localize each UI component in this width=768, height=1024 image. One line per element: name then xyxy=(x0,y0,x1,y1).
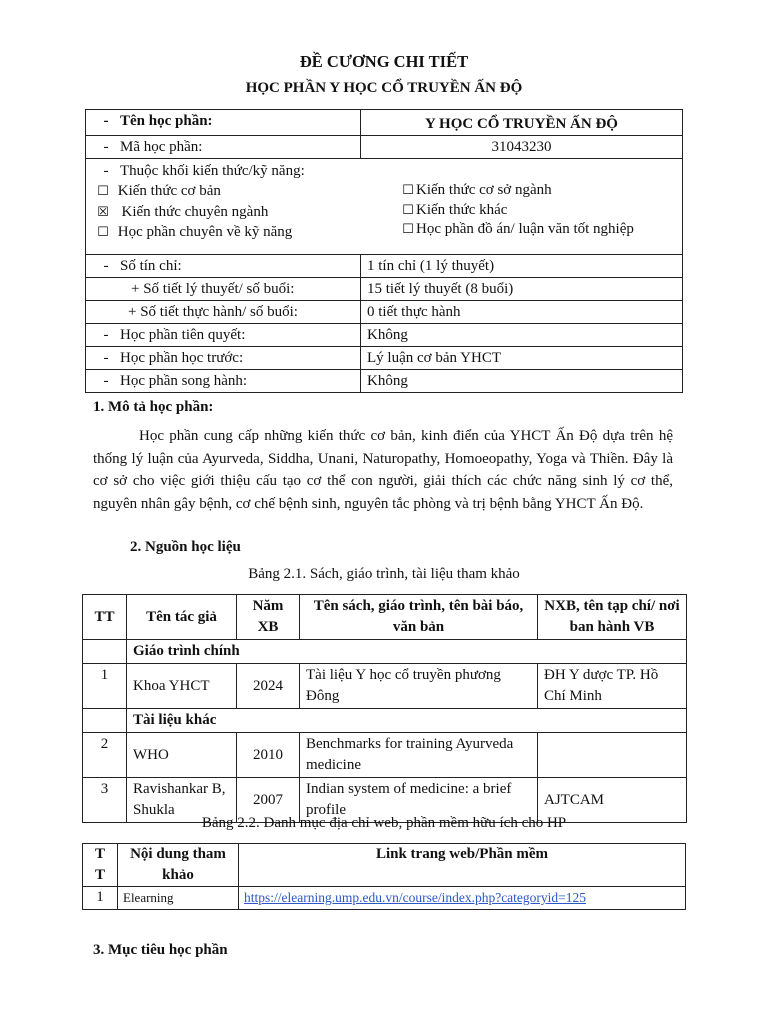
checkbox-checked-icon[interactable]: ☒ xyxy=(97,205,109,220)
table-row: 2 WHO 2010 Benchmarks for training Ayurveda medicine xyxy=(83,733,687,778)
option-hoc-phan-ky-nang[interactable]: ☐ Học phần chuyên về kỹ năng xyxy=(92,223,370,243)
course-name-label: Tên học phần: xyxy=(120,113,213,129)
checkbox-unchecked-icon[interactable]: ☐ xyxy=(402,222,414,237)
table-row: 1 Khoa YHCT 2024 Tài liệu Y học cổ truyền phương Đông ĐH Y dược TP. Hồ Chí Minh xyxy=(83,664,687,709)
practice-hours-label: + Số tiết thực hành/ số buổi: xyxy=(128,304,298,320)
row-knowledge-block xyxy=(86,159,683,255)
knowledge-options-left: - Thuộc khối kiến thức/kỹ năng: ☐ Kiến thức cơ bản ☒ Kiến thức chuyên ngành ☐ Học phần chuyên về kỹ năng xyxy=(92,162,370,242)
col-title: Tên sách, giáo trình, tên bài báo, văn bản xyxy=(300,595,538,640)
section-3-heading: 3. Mục tiêu học phần xyxy=(93,942,228,958)
course-info-table xyxy=(85,109,683,393)
row-theory-hours xyxy=(86,278,683,301)
section-1-heading: 1. Mô tả học phần: xyxy=(93,399,214,415)
course-code-value: 31043230 xyxy=(361,136,683,159)
checkbox-unchecked-icon[interactable]: ☐ xyxy=(97,183,109,199)
web-resources-table xyxy=(82,843,686,910)
section-1-paragraph: Học phần cung cấp những kiến thức cơ bản, kinh điển của YHCT Ấn Độ dựa trên hệ thống lý luận của Ayurveda, Siddha, Unani, Naturopathy, Homoeopathy, Yoga và Thiền. Đây là cơ sở cho việc giới thiệu cấu tạo cơ thể con người, giải thích các chức năng sinh lý cơ thể, nguyên nhân gây bệnh, cơ chế bệnh sinh, nguyên tắc phòng và trị bệnh bằng YHCT Ấn Độ. xyxy=(93,428,673,512)
group-main-label: Giáo trình chính xyxy=(127,640,687,664)
row-credits: - Số tín chỉ: 1 tín chỉ (1 lý thuyết) xyxy=(86,255,683,278)
col-link: Link trang web/Phần mềm xyxy=(239,844,686,887)
course-name-value: Y HỌC CỔ TRUYỀN ẤN ĐỘ xyxy=(361,110,683,136)
option-kien-thuc-co-ban[interactable]: ☐ Kiến thức cơ bản xyxy=(92,182,370,202)
credits-label: Số tín chỉ: xyxy=(120,258,182,274)
group-row-other xyxy=(83,709,687,733)
option-do-an-luan-van[interactable]: ☐ Học phần đồ án/ luận văn tốt nghiệp xyxy=(400,220,634,240)
theory-hours-value: 15 tiết lý thuyết (8 buổi) xyxy=(361,278,683,301)
col-tt: T T xyxy=(83,844,118,887)
course-title: HỌC PHẦN Y HỌC CỔ TRUYỀN ẤN ĐỘ xyxy=(245,80,523,96)
table-2-1-caption: Bảng 2.1. Sách, giáo trình, tài liệu tham khảo xyxy=(248,566,520,582)
previous-course-label: Học phần học trước: xyxy=(120,350,244,366)
option-kien-thuc-co-so-nganh[interactable]: ☐ Kiến thức cơ sở ngành xyxy=(400,181,634,201)
table-row: 1 Elearning https://elearning.ump.edu.vn/course/index.php?categoryid=125 xyxy=(83,887,686,910)
col-tt: TT xyxy=(83,595,127,640)
checkbox-unchecked-icon[interactable]: ☐ xyxy=(402,183,414,198)
practice-hours-value: 0 tiết thực hành xyxy=(361,301,683,324)
row-parallel-course: - Học phần song hành: Không xyxy=(86,370,683,393)
elearning-link[interactable]: https://elearning.ump.edu.vn/course/index.php?categoryid=125 xyxy=(244,890,587,905)
option-kien-thuc-khac[interactable]: ☐ Kiến thức khác xyxy=(400,201,634,221)
table-2-2-caption: Bảng 2.2. Danh mục địa chỉ web, phần mềm hữu ích cho HP xyxy=(201,815,567,831)
previous-course-value: Lý luận cơ bản YHCT xyxy=(361,347,683,370)
option-kien-thuc-chuyen-nganh[interactable]: ☒ Kiến thức chuyên ngành xyxy=(92,203,370,223)
references-header-row xyxy=(83,595,687,640)
col-author: Tên tác giả xyxy=(127,595,237,640)
row-previous-course: - Học phần học trước: Lý luận cơ bản YHCT xyxy=(86,347,683,370)
col-content: Nội dung tham khảo xyxy=(118,844,239,887)
row-practice-hours xyxy=(86,301,683,324)
references-table xyxy=(82,594,687,823)
document-title: ĐỀ CƯƠNG CHI TIẾT xyxy=(299,52,469,71)
web-header-row xyxy=(83,844,686,887)
checkbox-unchecked-icon[interactable]: ☐ xyxy=(402,202,414,218)
table-row: 3 Ravishankar B, Shukla 2007 Indian system of medicine: a brief profile AJTCAM xyxy=(83,778,687,823)
prerequisite-value: Không xyxy=(361,324,683,347)
parallel-course-value: Không xyxy=(361,370,683,393)
parallel-course-label: Học phần song hành: xyxy=(120,373,248,389)
row-course-code: - Mã học phần: 31043230 xyxy=(86,136,683,159)
col-year: Năm XB xyxy=(237,595,300,640)
checkbox-unchecked-icon[interactable]: ☐ xyxy=(97,224,109,240)
row-prerequisite: - Học phần tiên quyết: Không xyxy=(86,324,683,347)
knowledge-options-right xyxy=(370,162,634,242)
prerequisite-label: Học phần tiên quyết: xyxy=(120,327,246,343)
row-course-name: - Tên học phần: Y HỌC CỔ TRUYỀN ẤN ĐỘ xyxy=(86,110,683,136)
col-publisher: NXB, tên tạp chí/ nơi ban hành VB xyxy=(538,595,687,640)
course-code-label: Mã học phần: xyxy=(120,139,203,155)
section-2-heading: 2. Nguồn học liệu xyxy=(130,539,241,555)
theory-hours-label: + Số tiết lý thuyết/ số buổi: xyxy=(131,281,295,297)
group-row-main xyxy=(83,640,687,664)
credits-value: 1 tín chỉ (1 lý thuyết) xyxy=(361,255,683,278)
knowledge-block-label: Thuộc khối kiến thức/kỹ năng: xyxy=(120,163,305,179)
group-other-label: Tài liệu khác xyxy=(127,709,687,733)
